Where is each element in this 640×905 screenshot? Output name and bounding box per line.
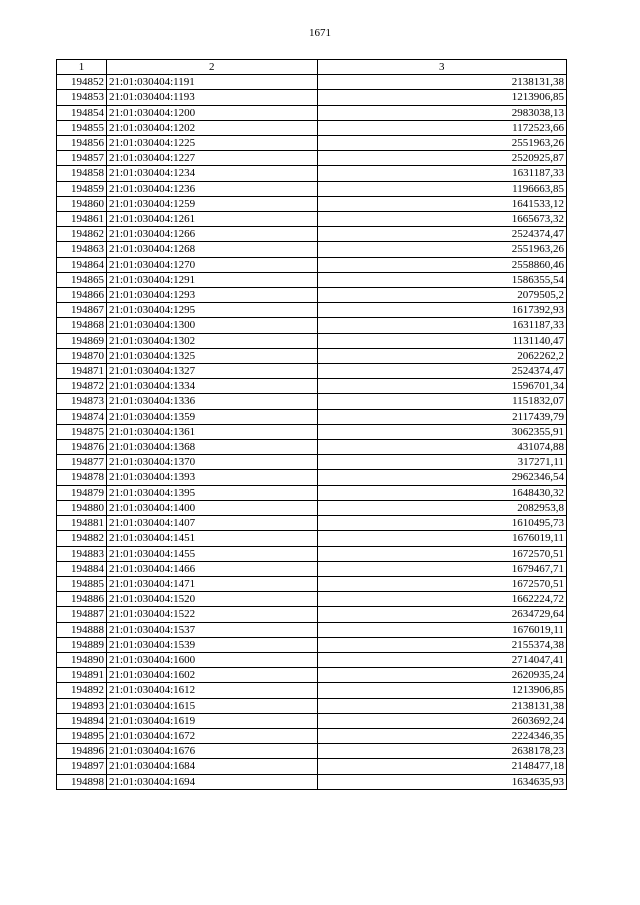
- cadastral-number-cell: 21:01:030404:1236: [106, 181, 317, 196]
- cadastral-number-cell: 21:01:030404:1334: [106, 379, 317, 394]
- value-cell: 1131140,47: [317, 333, 566, 348]
- table-row: [57, 516, 567, 531]
- row-number-cell: 194868: [57, 318, 107, 333]
- data-table: [56, 59, 567, 790]
- value-cell: 2983038,13: [317, 105, 566, 120]
- cadastral-number-cell: 21:01:030404:1522: [106, 607, 317, 622]
- page-number: 1671: [309, 27, 331, 39]
- value-cell: 1586355,54: [317, 272, 566, 287]
- cadastral-number-cell: 21:01:030404:1261: [106, 212, 317, 227]
- row-number-cell: 194866: [57, 288, 107, 303]
- value-cell: 2224346,35: [317, 728, 566, 743]
- table-row: [57, 333, 567, 348]
- cadastral-number-cell: 21:01:030404:1227: [106, 151, 317, 166]
- cadastral-number-cell: 21:01:030404:1266: [106, 227, 317, 242]
- row-number-cell: 194876: [57, 440, 107, 455]
- row-number-cell: 194884: [57, 561, 107, 576]
- value-cell: 1662224,72: [317, 592, 566, 607]
- cadastral-number-cell: 21:01:030404:1407: [106, 516, 317, 531]
- cadastral-number-cell: 21:01:030404:1539: [106, 637, 317, 652]
- cadastral-number-cell: 21:01:030404:1451: [106, 531, 317, 546]
- cadastral-number-cell: 21:01:030404:1520: [106, 592, 317, 607]
- value-cell: 2551963,26: [317, 136, 566, 151]
- table-row: [57, 303, 567, 318]
- table-row: [57, 546, 567, 561]
- table-row: [57, 713, 567, 728]
- table-row: [57, 759, 567, 774]
- cadastral-number-cell: 21:01:030404:1370: [106, 455, 317, 470]
- row-number-cell: 194881: [57, 516, 107, 531]
- row-number-cell: 194870: [57, 348, 107, 363]
- cadastral-number-cell: 21:01:030404:1295: [106, 303, 317, 318]
- value-cell: 2551963,26: [317, 242, 566, 257]
- table-row: [57, 151, 567, 166]
- row-number-cell: 194865: [57, 272, 107, 287]
- table-row: [57, 424, 567, 439]
- cadastral-number-cell: 21:01:030404:1268: [106, 242, 317, 257]
- table-row: [57, 242, 567, 257]
- cadastral-number-cell: 21:01:030404:1327: [106, 364, 317, 379]
- value-cell: 2062262,2: [317, 348, 566, 363]
- row-number-cell: 194853: [57, 90, 107, 105]
- cadastral-number-cell: 21:01:030404:1300: [106, 318, 317, 333]
- row-number-cell: 194886: [57, 592, 107, 607]
- row-number-cell: 194879: [57, 485, 107, 500]
- table-row: [57, 485, 567, 500]
- cadastral-number-cell: 21:01:030404:1200: [106, 105, 317, 120]
- row-number-cell: 194878: [57, 470, 107, 485]
- value-cell: 2155374,38: [317, 637, 566, 652]
- cadastral-number-cell: 21:01:030404:1676: [106, 744, 317, 759]
- table-row: [57, 637, 567, 652]
- value-cell: 1610495,73: [317, 516, 566, 531]
- cadastral-number-cell: 21:01:030404:1202: [106, 120, 317, 135]
- table-row: [57, 90, 567, 105]
- cadastral-number-cell: 21:01:030404:1600: [106, 652, 317, 667]
- cadastral-number-cell: 21:01:030404:1393: [106, 470, 317, 485]
- row-number-cell: 194859: [57, 181, 107, 196]
- value-cell: 2117439,79: [317, 409, 566, 424]
- table-row: [57, 181, 567, 196]
- table-row: [57, 136, 567, 151]
- cadastral-number-cell: 21:01:030404:1615: [106, 698, 317, 713]
- value-cell: 1631187,33: [317, 166, 566, 181]
- row-number-cell: 194880: [57, 500, 107, 515]
- row-number-cell: 194874: [57, 409, 107, 424]
- row-number-cell: 194892: [57, 683, 107, 698]
- row-number-cell: 194889: [57, 637, 107, 652]
- table-row: [57, 531, 567, 546]
- value-cell: 2638178,23: [317, 744, 566, 759]
- value-cell: 431074,88: [317, 440, 566, 455]
- value-cell: 2714047,41: [317, 652, 566, 667]
- table-row: [57, 227, 567, 242]
- value-cell: 1596701,34: [317, 379, 566, 394]
- table-row: [57, 622, 567, 637]
- row-number-cell: 194852: [57, 75, 107, 90]
- table-row: [57, 698, 567, 713]
- row-number-cell: 194857: [57, 151, 107, 166]
- table-row: [57, 394, 567, 409]
- table-row: [57, 272, 567, 287]
- value-cell: 1172523,66: [317, 120, 566, 135]
- row-number-cell: 194894: [57, 713, 107, 728]
- value-cell: 2520925,87: [317, 151, 566, 166]
- row-number-cell: 194855: [57, 120, 107, 135]
- table-row: [57, 470, 567, 485]
- value-cell: 2082953,8: [317, 500, 566, 515]
- row-number-cell: 194896: [57, 744, 107, 759]
- cadastral-number-cell: 21:01:030404:1259: [106, 196, 317, 211]
- table-row: [57, 561, 567, 576]
- table-row: [57, 348, 567, 363]
- value-cell: 1648430,32: [317, 485, 566, 500]
- table-row: [57, 120, 567, 135]
- value-cell: 2634729,64: [317, 607, 566, 622]
- row-number-cell: 194861: [57, 212, 107, 227]
- value-cell: 2524374,47: [317, 364, 566, 379]
- value-cell: 1672570,51: [317, 576, 566, 591]
- value-cell: 2524374,47: [317, 227, 566, 242]
- row-number-cell: 194873: [57, 394, 107, 409]
- cadastral-number-cell: 21:01:030404:1684: [106, 759, 317, 774]
- table-row: [57, 288, 567, 303]
- table-row: [57, 196, 567, 211]
- cadastral-number-cell: 21:01:030404:1612: [106, 683, 317, 698]
- cadastral-number-cell: 21:01:030404:1537: [106, 622, 317, 637]
- cadastral-number-cell: 21:01:030404:1361: [106, 424, 317, 439]
- row-number-cell: 194883: [57, 546, 107, 561]
- cadastral-number-cell: 21:01:030404:1466: [106, 561, 317, 576]
- cadastral-number-cell: 21:01:030404:1234: [106, 166, 317, 181]
- row-number-cell: 194856: [57, 136, 107, 151]
- row-number-cell: 194854: [57, 105, 107, 120]
- cadastral-number-cell: 21:01:030404:1336: [106, 394, 317, 409]
- value-cell: 1213906,85: [317, 90, 566, 105]
- table-row: [57, 576, 567, 591]
- table-body: [57, 75, 567, 790]
- table-row: [57, 379, 567, 394]
- row-number-cell: 194858: [57, 166, 107, 181]
- row-number-cell: 194864: [57, 257, 107, 272]
- cadastral-number-cell: 21:01:030404:1191: [106, 75, 317, 90]
- cadastral-number-cell: 21:01:030404:1619: [106, 713, 317, 728]
- value-cell: 1676019,11: [317, 622, 566, 637]
- cadastral-number-cell: 21:01:030404:1672: [106, 728, 317, 743]
- value-cell: 2138131,38: [317, 75, 566, 90]
- column-header-1: 1: [57, 60, 107, 75]
- row-number-cell: 194869: [57, 333, 107, 348]
- row-number-cell: 194872: [57, 379, 107, 394]
- cadastral-number-cell: 21:01:030404:1359: [106, 409, 317, 424]
- row-number-cell: 194860: [57, 196, 107, 211]
- value-cell: 1196663,85: [317, 181, 566, 196]
- value-cell: 1631187,33: [317, 318, 566, 333]
- value-cell: 2138131,38: [317, 698, 566, 713]
- cadastral-number-cell: 21:01:030404:1694: [106, 774, 317, 789]
- value-cell: 2148477,18: [317, 759, 566, 774]
- table-header-row: [57, 60, 567, 75]
- table-row: [57, 440, 567, 455]
- table-row: [57, 455, 567, 470]
- value-cell: 1151832,07: [317, 394, 566, 409]
- row-number-cell: 194862: [57, 227, 107, 242]
- value-cell: 1679467,71: [317, 561, 566, 576]
- value-cell: 1641533,12: [317, 196, 566, 211]
- cadastral-number-cell: 21:01:030404:1368: [106, 440, 317, 455]
- table-row: [57, 318, 567, 333]
- table-row: [57, 668, 567, 683]
- row-number-cell: 194875: [57, 424, 107, 439]
- row-number-cell: 194891: [57, 668, 107, 683]
- value-cell: 1676019,11: [317, 531, 566, 546]
- row-number-cell: 194895: [57, 728, 107, 743]
- value-cell: 1634635,93: [317, 774, 566, 789]
- row-number-cell: 194888: [57, 622, 107, 637]
- cadastral-number-cell: 21:01:030404:1602: [106, 668, 317, 683]
- value-cell: 1665673,32: [317, 212, 566, 227]
- row-number-cell: 194898: [57, 774, 107, 789]
- table-row: [57, 683, 567, 698]
- cadastral-number-cell: 21:01:030404:1293: [106, 288, 317, 303]
- table-row: [57, 592, 567, 607]
- value-cell: 2558860,46: [317, 257, 566, 272]
- column-header-3: 3: [317, 60, 566, 75]
- cadastral-number-cell: 21:01:030404:1291: [106, 272, 317, 287]
- table-row: [57, 500, 567, 515]
- row-number-cell: 194863: [57, 242, 107, 257]
- cadastral-number-cell: 21:01:030404:1325: [106, 348, 317, 363]
- value-cell: 2620935,24: [317, 668, 566, 683]
- table-row: [57, 364, 567, 379]
- table-row: [57, 212, 567, 227]
- cadastral-number-cell: 21:01:030404:1400: [106, 500, 317, 515]
- row-number-cell: 194893: [57, 698, 107, 713]
- value-cell: 2079505,2: [317, 288, 566, 303]
- cadastral-number-cell: 21:01:030404:1455: [106, 546, 317, 561]
- row-number-cell: 194882: [57, 531, 107, 546]
- cadastral-number-cell: 21:01:030404:1193: [106, 90, 317, 105]
- cadastral-number-cell: 21:01:030404:1471: [106, 576, 317, 591]
- value-cell: 1617392,93: [317, 303, 566, 318]
- table-row: [57, 607, 567, 622]
- cadastral-number-cell: 21:01:030404:1302: [106, 333, 317, 348]
- cadastral-number-cell: 21:01:030404:1225: [106, 136, 317, 151]
- cadastral-number-cell: 21:01:030404:1270: [106, 257, 317, 272]
- value-cell: 1213906,85: [317, 683, 566, 698]
- column-header-2: 2: [106, 60, 317, 75]
- row-number-cell: 194897: [57, 759, 107, 774]
- value-cell: 3062355,91: [317, 424, 566, 439]
- table-row: [57, 652, 567, 667]
- row-number-cell: 194887: [57, 607, 107, 622]
- table-row: [57, 728, 567, 743]
- table-row: [57, 257, 567, 272]
- row-number-cell: 194877: [57, 455, 107, 470]
- row-number-cell: 194867: [57, 303, 107, 318]
- table-row: [57, 774, 567, 789]
- row-number-cell: 194890: [57, 652, 107, 667]
- cadastral-number-cell: 21:01:030404:1395: [106, 485, 317, 500]
- table-row: [57, 409, 567, 424]
- table-row: [57, 75, 567, 90]
- table-row: [57, 105, 567, 120]
- value-cell: 1672570,51: [317, 546, 566, 561]
- value-cell: 317271,11: [317, 455, 566, 470]
- value-cell: 2962346,54: [317, 470, 566, 485]
- table-row: [57, 744, 567, 759]
- row-number-cell: 194871: [57, 364, 107, 379]
- row-number-cell: 194885: [57, 576, 107, 591]
- table-row: [57, 166, 567, 181]
- value-cell: 2603692,24: [317, 713, 566, 728]
